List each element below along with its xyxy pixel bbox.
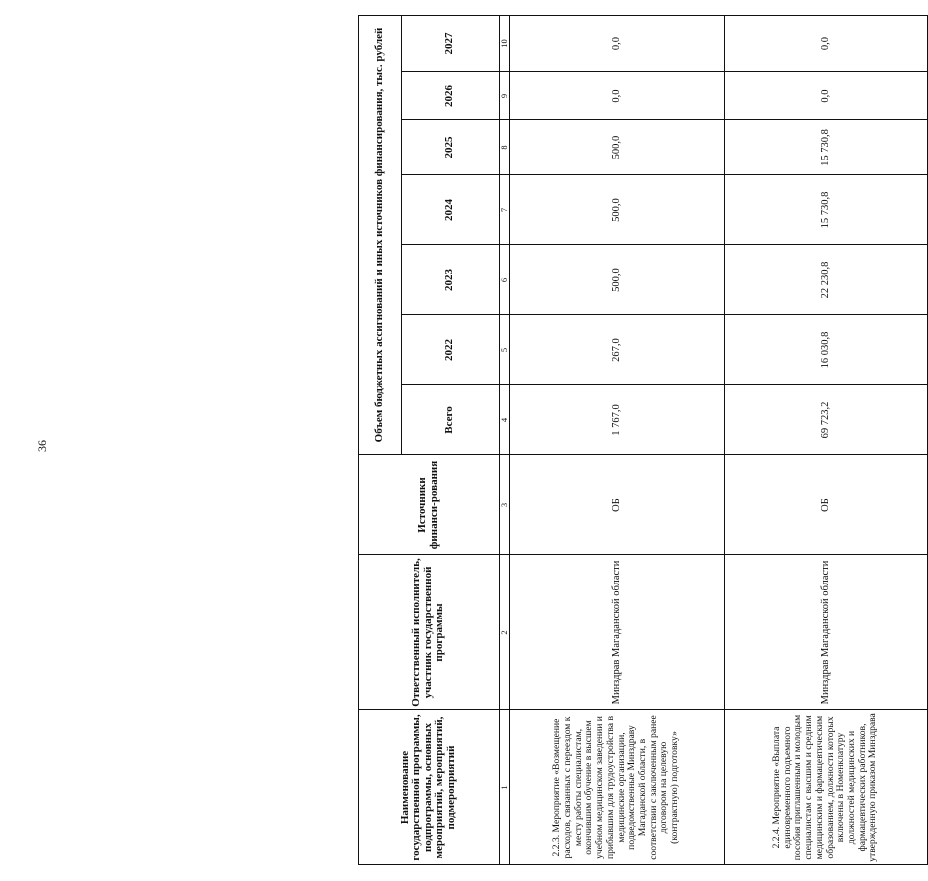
header-year-2024: 2024 xyxy=(443,199,456,221)
header-year-2022: 2022 xyxy=(443,339,456,361)
row-1-source: ОБ xyxy=(610,498,622,512)
row-2-2025: 15 730,8 xyxy=(819,129,831,166)
column-number: 3 xyxy=(498,502,509,508)
row-1-2027: 0,0 xyxy=(610,36,622,51)
column-number: 6 xyxy=(498,277,509,283)
header-source: Источники финанси-рования xyxy=(415,460,440,550)
header-year-2025: 2025 xyxy=(443,136,456,159)
column-number: 1 xyxy=(498,785,509,790)
column-number: 5 xyxy=(498,347,509,353)
column-number: 2 xyxy=(498,630,509,635)
row-1-2023: 500,0 xyxy=(610,268,622,292)
row-2-2026: 0,0 xyxy=(819,89,831,103)
column-number: 10 xyxy=(498,39,509,48)
header-executor: Ответственный исполнитель, участник государственной программы xyxy=(410,558,446,707)
row-1-2026: 0,0 xyxy=(610,89,622,103)
column-number: 4 xyxy=(498,417,509,423)
funding-table xyxy=(358,15,928,865)
header-year-2027: 2027 xyxy=(443,32,456,55)
row-2-executor: Минздрав Магаданской области xyxy=(819,560,831,705)
column-number: 7 xyxy=(498,207,509,213)
column-number: 9 xyxy=(498,93,509,99)
row-2-2024: 15 730,8 xyxy=(819,191,831,229)
row-2-total: 69 723,2 xyxy=(819,401,831,439)
row-2-2023: 22 230,8 xyxy=(819,261,831,299)
row-1-total: 1 767,0 xyxy=(610,404,622,436)
header-total: Всего xyxy=(443,406,456,434)
row-2-source: ОБ xyxy=(819,498,831,512)
header-funding-group: Объем бюджетных ассигнований и иных источников финансирования, тыс. рублей xyxy=(372,27,385,443)
row-1-executor: Минздрав Магаданской области xyxy=(610,560,622,705)
column-number: 8 xyxy=(498,145,509,150)
header-year-2026: 2026 xyxy=(443,85,456,107)
row-2-2022: 16 030,8 xyxy=(819,331,831,369)
row-1-2022: 267,0 xyxy=(610,338,622,362)
row-1-2025: 500,0 xyxy=(610,135,622,160)
header-year-2023: 2023 xyxy=(443,269,456,291)
row-1-2024: 500,0 xyxy=(610,198,622,222)
row-2-name: 2.2.4. Мероприятие «Выплата единовременного подъемного пособия приглашенным и молодым специалистам с высшим и средним медицинским и фармацевтическим образованием, должности которых включены в Номенклатуру должностей медицинских и фармацевтических работников, утвержденную приказом Минздрава xyxy=(770,713,879,862)
row-2-2027: 0,0 xyxy=(819,36,831,51)
page-number: 36 xyxy=(35,440,49,452)
header-name: Наименование государственной программы, подпрограммы, основных мероприятий, мероприятий, подмероприятий xyxy=(398,714,457,861)
row-1-name: 2.2.3. Мероприятие «Возмещение расходов, связанных с переездом к месту работы специалистам, окончившим обучение в высшем учебном медицинском заведении и прибывшим для трудоустройства в медицинские организации, подведомственные Минздраву Магаданской области, в соответствии с заключенным ранее договором на целевую (контрактную) подготовку» xyxy=(551,715,681,860)
